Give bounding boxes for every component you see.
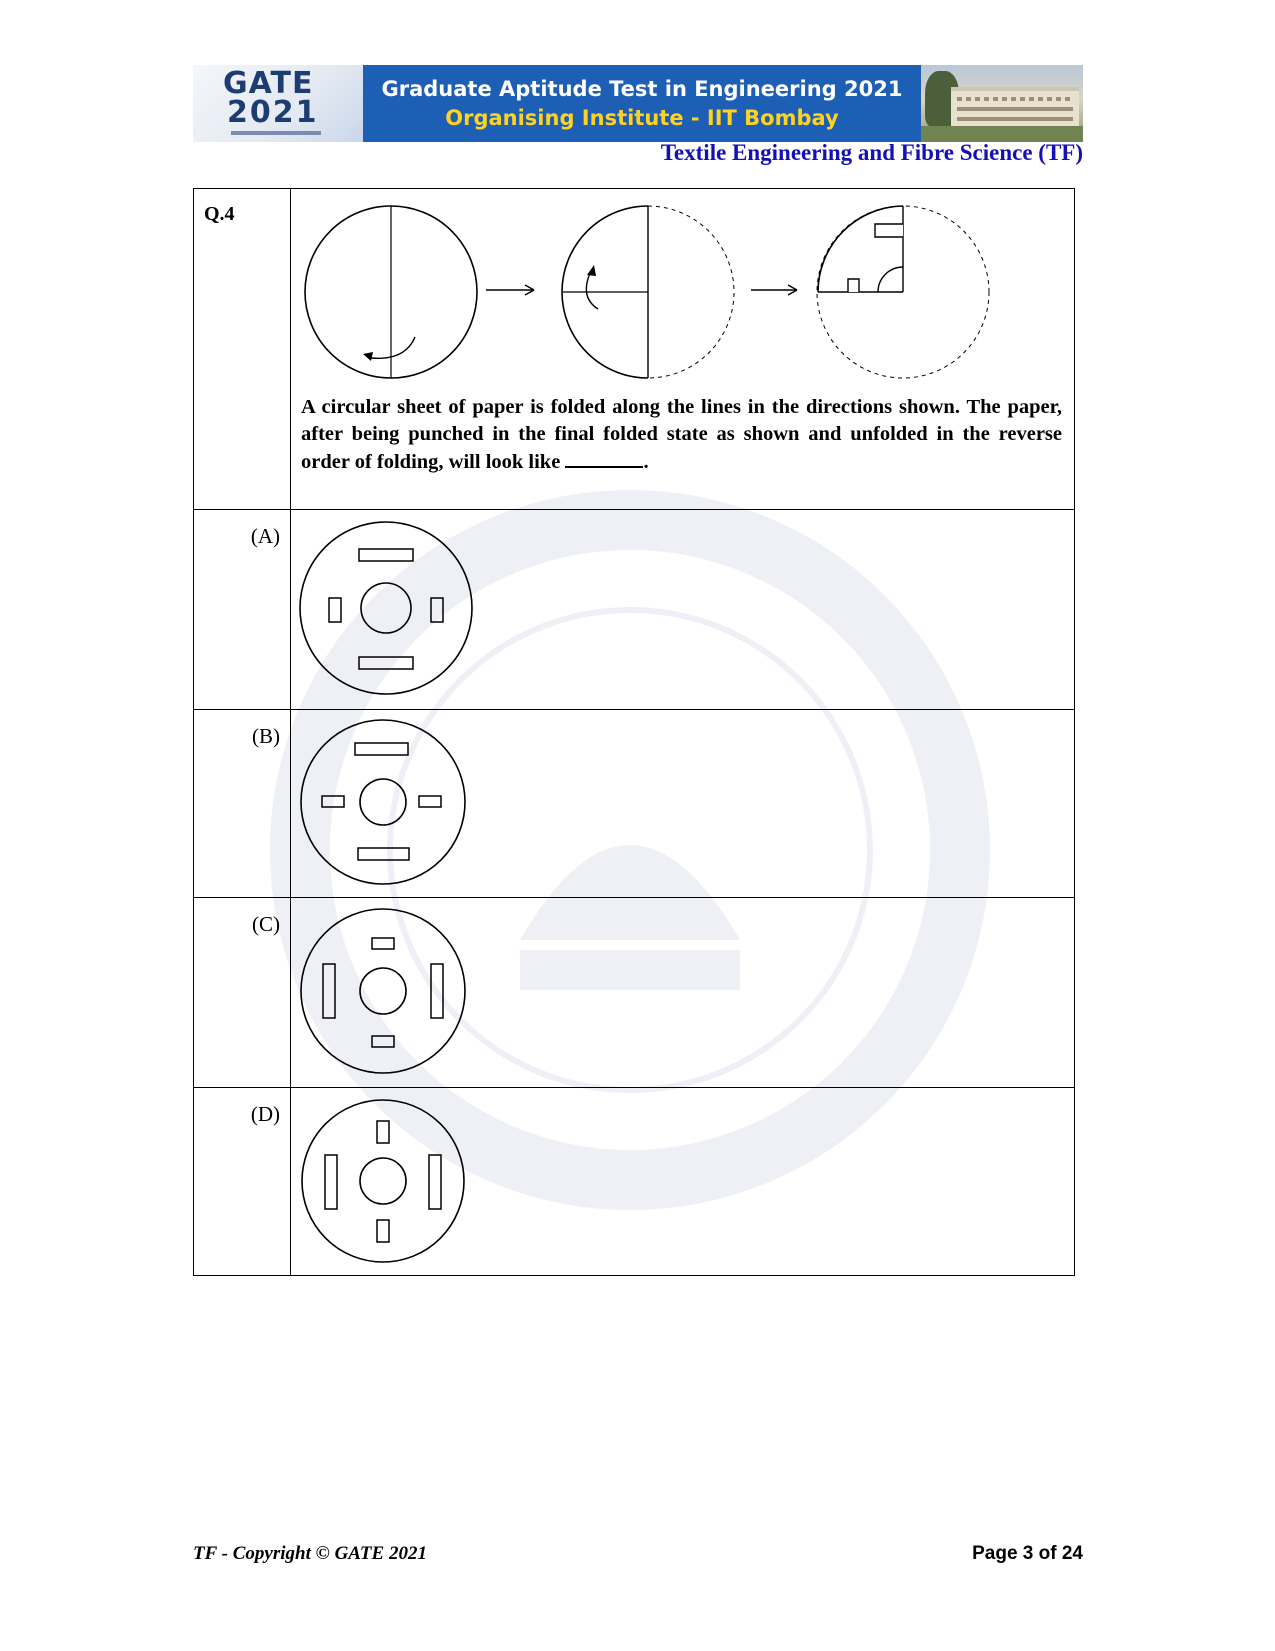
option-c-figure: [291, 898, 491, 1087]
option-label-c: (C): [252, 912, 280, 936]
campus-photo: [921, 65, 1083, 142]
question-row: [194, 189, 1075, 510]
header-banner: [193, 65, 1083, 142]
option-row-d[interactable]: [194, 1088, 1075, 1276]
fold-arrow-1: [486, 285, 534, 295]
folding-diagram: [291, 189, 1077, 394]
option-a-figure: [291, 510, 491, 709]
logo-year: 2021: [227, 95, 319, 130]
option-row-b[interactable]: [194, 710, 1075, 898]
option-label-a: (A): [250, 524, 280, 548]
banner-text: [363, 65, 921, 142]
fold-arrow-2: [751, 285, 797, 295]
question-table: [193, 188, 1075, 1276]
fold-step-1: [305, 206, 477, 378]
option-row-a[interactable]: [194, 510, 1075, 710]
banner-subtitle: Organising Institute - IIT Bombay: [445, 105, 839, 130]
answer-blank: [565, 448, 643, 468]
logo-underline: [231, 131, 321, 135]
footer-copyright: TF - Copyright © GATE 2021: [193, 1543, 427, 1564]
subject-title: Textile Engineering and Fibre Science (TF): [660, 140, 1083, 165]
fold-step-3-punched: [817, 206, 989, 378]
fold-step-2: [562, 206, 734, 378]
option-label-b: (B): [252, 724, 280, 748]
logo-title: GATE: [223, 66, 314, 101]
option-row-c[interactable]: [194, 898, 1075, 1088]
gate-logo: [193, 65, 363, 142]
option-label-d: (D): [250, 1102, 280, 1126]
option-b-figure: [291, 710, 491, 897]
option-d-figure: [291, 1088, 491, 1275]
footer-page-number: Page 3 of 24: [972, 1543, 1083, 1564]
banner-title: Graduate Aptitude Test in Engineering 2021: [381, 76, 903, 101]
question-number: Q.4: [204, 203, 235, 225]
question-text: A circular sheet of paper is folded along the lines in the directions shown. The paper, after being punched in the final folded state as shown and unfolded in the reverse order of folding, will look like .: [301, 396, 1062, 473]
